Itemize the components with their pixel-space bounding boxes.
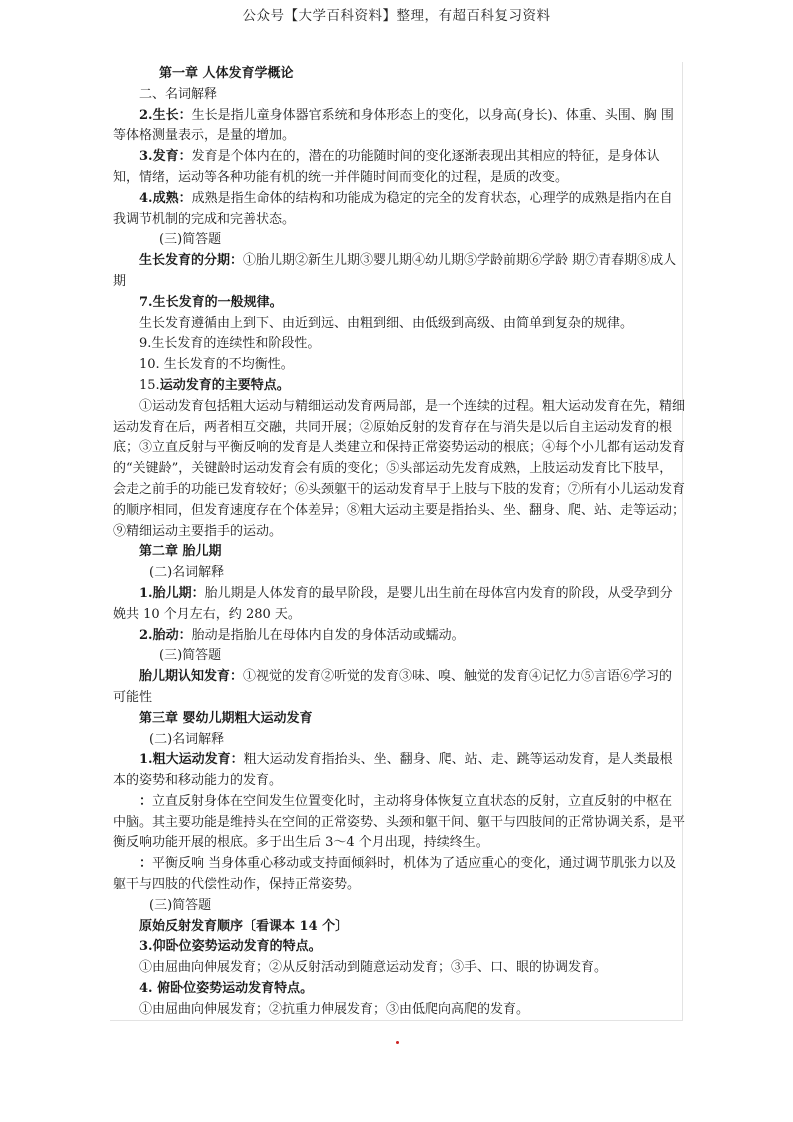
balance-reaction-text: 平衡反响 当身体重心移动或支持面倾斜时，机体为了适应重心的变化，通过调节肌张力以及躯干与四肢的代偿性动作，保持正常姿势。	[113, 856, 677, 893]
fetal-period-term: 1.胎儿期：	[139, 585, 205, 601]
q4-answer: ①由屈曲向伸展发育；②抗重力伸展发育；③由低爬向高爬的发育。	[139, 1001, 530, 1017]
fetal-cognition-text: ①视觉的发育②听觉的发育③味、嗅、触觉的发育④记忆力⑤言语⑥学习的可能性	[113, 669, 673, 705]
growth-stages-text: ①胎儿期②新生儿期③婴儿期④幼儿期⑤学龄前期⑥学龄 期⑦青春期⑧成人期	[113, 253, 677, 289]
maturation-text: 成熟是指生命体的结构和功能成为稳定的完全的发育状态，心理学的成熟是指内在自我调节机制的完成和完善状态。	[113, 190, 673, 227]
growth-text: 生长是指儿童身体器官系统和身体形态上的变化，以身高(身长)、体重、头围、胸 围等体格测量表示，是量的增加。	[113, 107, 674, 144]
q9-title: 9.生长发育的连续性和阶段性。	[139, 336, 321, 352]
gross-motor-text: 粗大运动发育指抬头、坐、翻身、爬、站、走、跳等运动发育，是人类最根本的姿势和移动能力的发育。	[113, 752, 673, 789]
development-text: 发育是个体内在的，潜在的功能随时间的变化逐渐表现出其相应的特征，是身体认知，情绪，运动等各种功能有机的统一并伴随时间而变化的过程，是质的改变。	[113, 149, 660, 185]
page-header: 公众号【大学百科资料】整理，有超百科复习资料	[242, 8, 551, 24]
growth-term: 2.生长：	[139, 107, 192, 123]
page-marker-dot	[396, 1041, 399, 1044]
ch2-section-short-answer: (三)简答题	[159, 648, 222, 664]
righting-reflex-text: 立直反射身体在空间发生位置变化时，主动将身体恢复立直状态的反射，立直反射的中枢在中脑。其主要功能是维持头在空间的正常姿势、头颈和躯干间、躯干与四肢间的正常协调关系，是平衡反响功能开展的根底。多于出生后 3～4 个月出现，持续终生。	[113, 793, 686, 851]
q4-title: 4. 俯卧位姿势运动发育特点。	[139, 981, 314, 997]
q15-answer: ①运动发育包括粗大运动与精细运动发育两局部，是一个连续的过程。粗大运动发育在先，精细运动发育在后，两者相互交融，共同开展；②原始反射的发育存在与消失是以后自主运动发育的根底；③立直反射与平衡反响的发育是人类建立和保持正常姿势运动的根底；④每个小儿都有运动发育的“关键龄”，关键龄时运动发育会有质的变化；⑤头部运动先发育成熟，上肢运动发育比下肢早，会走之前手的功能已发育较好；⑥头颈躯干的运动发育早于上肢与下肢的发育；⑦所有小儿运动发育的顺序相同，但发育速度存在个体差异；⑧粗大运动主要是指抬头、坐、翻身、爬、站、走等运动；⑨精细运动主要指手的运动。	[113, 398, 686, 539]
chapter-3-title: 第三章 婴幼儿期粗大运动发育	[139, 710, 313, 726]
fetal-cognition	[113, 667, 685, 709]
ch1-section-definitions: 二、名词解释	[139, 86, 218, 102]
ch3-section-short-answer: (三)简答题	[149, 897, 212, 913]
gross-motor-definition	[113, 750, 685, 792]
development-definition	[113, 147, 685, 189]
fetal-period-text: 胎儿期是人体发育的最早阶段，是婴儿出生前在母体宫内发育的阶段，从受孕到分娩共 10 个月左右，约 280 天。	[113, 585, 673, 622]
q7-answer: 生长发育遵循由上到下、由近到远、由粗到细、由低级到高级、由简单到复杂的规律。	[139, 315, 634, 331]
fetal-movement-text: 胎动是指胎儿在母体内自发的身体活动或蠕动。	[191, 627, 465, 643]
q15-term: 运动发育的主要特点。	[159, 377, 290, 393]
ch3-section-definitions: (二)名词解释	[149, 731, 225, 747]
maturation-term: 4.成熟：	[139, 190, 192, 206]
balance-reaction-mark: ：	[139, 856, 153, 872]
fetal-movement-term: 2.胎动：	[139, 627, 192, 643]
fetal-movement-definition	[113, 626, 685, 647]
chapter-1-title: 第一章 人体发育学概论	[159, 66, 294, 81]
ch2-section-definitions: (二)名词解释	[149, 565, 225, 581]
ch1-section-short-answer: (三)简答题	[159, 232, 222, 248]
q10-title: 10. 生长发育的不均衡性。	[139, 357, 294, 373]
righting-reflex-definition	[113, 792, 685, 854]
gross-motor-term: 1.粗大运动发育：	[139, 752, 244, 768]
growth-stages-term: 生长发育的分期：	[139, 253, 244, 269]
growth-definition	[113, 106, 685, 148]
growth-stages	[113, 251, 685, 293]
document-body	[113, 64, 685, 1021]
balance-reaction-definition	[113, 854, 685, 896]
fetal-period-definition	[113, 584, 685, 626]
maturation-definition	[113, 189, 685, 231]
q3-title: 3.仰卧位姿势运动发育的特点。	[139, 939, 322, 955]
q3-answer: ①由屈曲向伸展发育；②从反射活动到随意运动发育；③手、口、眼的协调发育。	[139, 960, 608, 976]
development-term: 3.发育：	[139, 149, 192, 165]
q7-title: 7.生长发育的一般规律。	[139, 294, 283, 310]
chapter-2-title: 第二章 胎儿期	[139, 544, 222, 560]
primitive-reflex-order: 原始反射发育顺序〔看课本 14 个〕	[139, 918, 349, 934]
q15-number: 15.	[139, 377, 160, 393]
fetal-cognition-term: 胎儿期认知发育：	[139, 669, 244, 685]
righting-reflex-mark: ：	[139, 793, 153, 809]
q15-title	[113, 376, 685, 397]
